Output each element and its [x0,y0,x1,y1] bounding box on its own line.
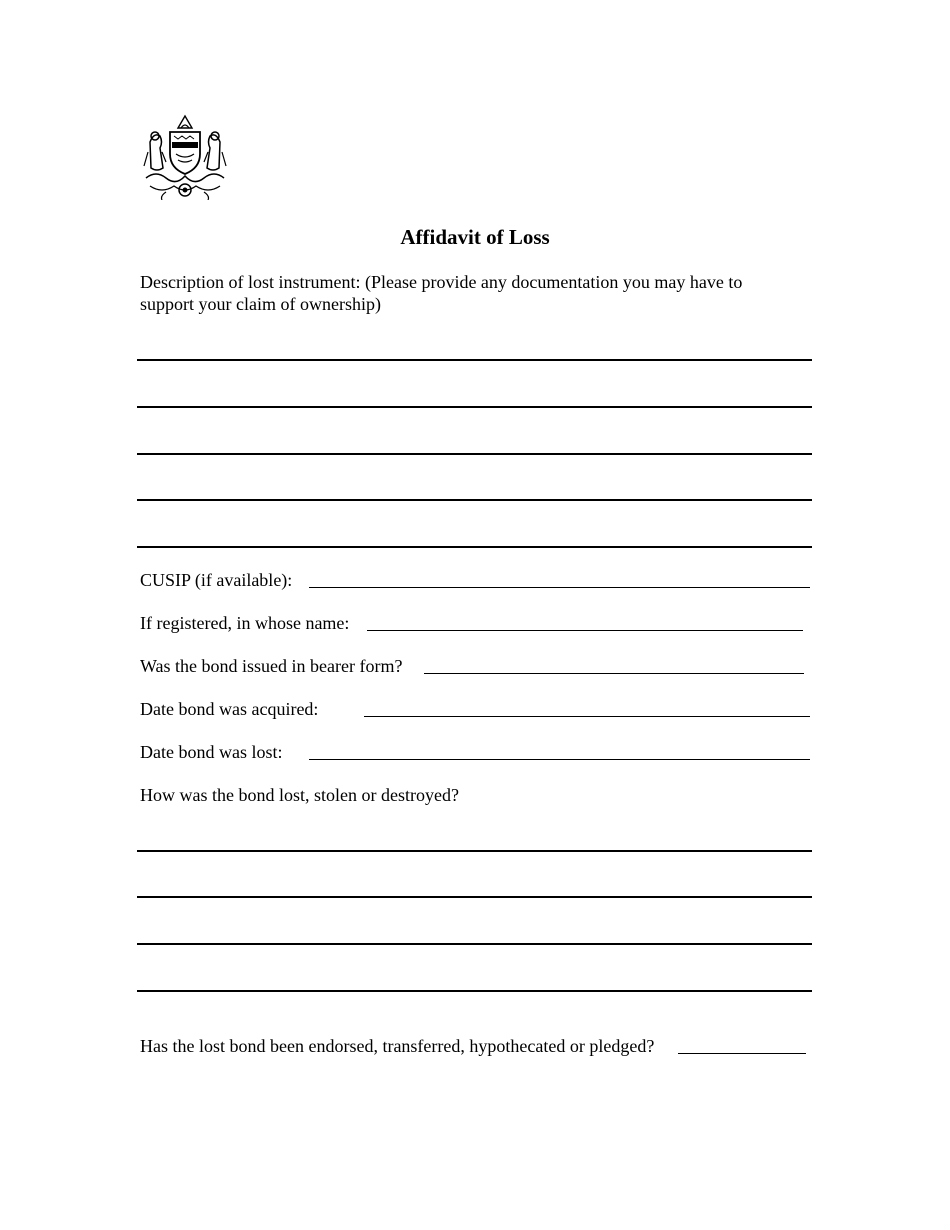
how-lost-label: How was the bond lost, stolen or destroyed? [140,785,459,805]
bearer-form-field[interactable] [424,673,804,674]
how-lost-line-1[interactable] [137,850,812,852]
date-acquired-label: Date bond was acquired: [140,699,319,719]
bearer-form-label: Was the bond issued in bearer form? [140,656,403,676]
registered-name-field[interactable] [367,630,803,631]
city-seal-icon [140,112,230,200]
date-lost-label: Date bond was lost: [140,742,283,762]
endorsed-field[interactable] [678,1053,806,1054]
description-line-2[interactable] [137,406,812,408]
endorsed-label: Has the lost bond been endorsed, transferred, hypothecated or pledged? [140,1036,655,1056]
description-line-3[interactable] [137,453,812,455]
how-lost-line-2[interactable] [137,896,812,898]
description-label: Description of lost instrument: (Please provide any documentation you may have to support your claim of ownership) [140,272,743,314]
how-lost-line-3[interactable] [137,943,812,945]
cusip-label: CUSIP (if available): [140,570,293,590]
description-line-1[interactable] [137,359,812,361]
how-lost-line-4[interactable] [137,990,812,992]
date-lost-field[interactable] [309,759,810,760]
cusip-field[interactable] [309,587,810,588]
page-title: Affidavit of Loss [400,225,550,249]
date-acquired-field[interactable] [364,716,810,717]
registered-name-label: If registered, in whose name: [140,613,350,633]
description-line-5[interactable] [137,546,812,548]
description-line-4[interactable] [137,499,812,501]
